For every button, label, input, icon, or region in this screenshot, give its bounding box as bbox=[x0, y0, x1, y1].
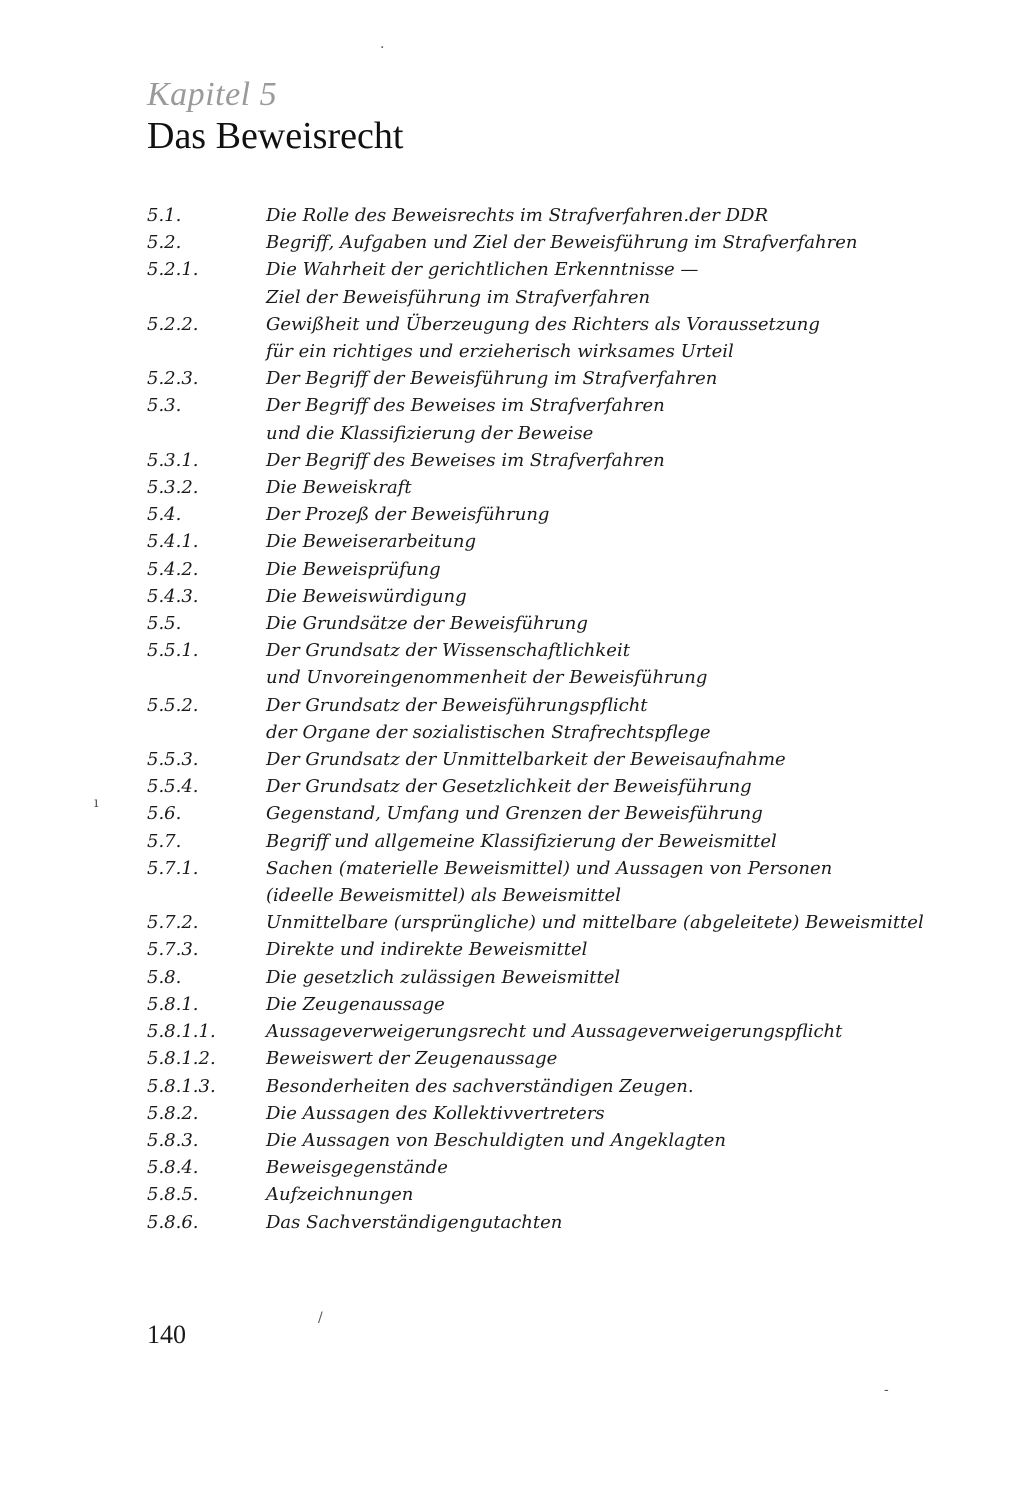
toc-entry-title-line: Der Grundsatz der Wissenschaftlichkeit bbox=[266, 640, 630, 662]
toc-entry-title bbox=[266, 474, 987, 501]
scan-speck: - bbox=[884, 1382, 889, 1398]
toc-entry-title bbox=[266, 311, 987, 365]
toc-entry-title-line: Beweisgegenstände bbox=[266, 1157, 448, 1179]
toc-entry-number: 5.3.1. bbox=[147, 449, 199, 471]
toc-entry-title-line: Die Aussagen des Kollektivvertreters bbox=[266, 1102, 605, 1124]
toc-entry-title-line: Der Begriff der Beweisführung im Strafverfahren bbox=[266, 368, 718, 390]
toc-entry-title bbox=[266, 202, 987, 229]
toc-entry-title-line: Die Wahrheit der gerichtlichen Erkenntnisse — bbox=[266, 259, 699, 281]
toc-entry-title-line: Die gesetzlich zulässigen Beweismittel bbox=[266, 966, 621, 988]
toc-entry bbox=[147, 474, 987, 501]
toc-entry-title-line: Das Sachverständigengutachten bbox=[266, 1211, 563, 1233]
toc-entry-title bbox=[266, 746, 987, 773]
toc-entry bbox=[147, 256, 987, 310]
toc-entry-title bbox=[266, 1018, 987, 1045]
toc-entry-title bbox=[266, 936, 987, 963]
toc-entry bbox=[147, 583, 987, 610]
scan-speck: · bbox=[380, 40, 385, 56]
toc-entry-number: 5.3.2. bbox=[147, 477, 199, 499]
chapter-label: Kapitel 5 bbox=[147, 76, 278, 113]
toc-entry bbox=[147, 556, 987, 583]
toc-entry bbox=[147, 936, 987, 963]
toc-entry-number: 5.4. bbox=[147, 504, 182, 526]
toc-entry-title-line: Unmittelbare (ursprüngliche) und mittelbare (abgeleitete) Beweismittel bbox=[266, 912, 924, 934]
toc-entry-number: 5.8. bbox=[147, 966, 182, 988]
toc-entry-title bbox=[266, 964, 987, 991]
toc-entry bbox=[147, 447, 987, 474]
toc-entry-number: 5.2.1. bbox=[147, 259, 199, 281]
toc-entry-number: 5.4.1. bbox=[147, 531, 199, 553]
toc-entry-title bbox=[266, 365, 987, 392]
toc-entry-title-line: Direkte und indirekte Beweismittel bbox=[266, 939, 588, 961]
toc-entry-title-line: (ideelle Beweismittel) als Beweismittel bbox=[266, 885, 621, 907]
toc-entry-title-line: Die Aussagen von Beschuldigten und Angeklagten bbox=[266, 1129, 726, 1151]
toc-entry-title bbox=[266, 1209, 987, 1236]
toc-entry-number: 5.8.1.2. bbox=[147, 1048, 216, 1070]
toc-entry-title-line: Die Beweiserarbeitung bbox=[266, 531, 476, 553]
toc-entry-number: 5.8.5. bbox=[147, 1184, 199, 1206]
toc-entry-number: 5.8.2. bbox=[147, 1102, 199, 1124]
toc-entry bbox=[147, 1073, 987, 1100]
toc-entry bbox=[147, 392, 987, 446]
toc-entry-number: 5.5.1. bbox=[147, 640, 199, 662]
toc-entry-title bbox=[266, 637, 987, 691]
toc-entry-number: 5.1. bbox=[147, 205, 182, 226]
chapter-title: Das Beweisrecht bbox=[147, 115, 404, 157]
toc-entry bbox=[147, 311, 987, 365]
toc-entry-title bbox=[266, 800, 987, 827]
toc-entry-title bbox=[266, 1073, 987, 1100]
toc-entry bbox=[147, 501, 987, 528]
toc-entry-number: 5.5.4. bbox=[147, 776, 199, 798]
toc-entry-number: 5.2.2. bbox=[147, 313, 199, 335]
toc-entry-title bbox=[266, 556, 987, 583]
toc-entry-title bbox=[266, 447, 987, 474]
toc-entry-title bbox=[266, 773, 987, 800]
toc-entry-number: 5.6. bbox=[147, 803, 182, 825]
toc-entry bbox=[147, 528, 987, 555]
toc-entry bbox=[147, 1100, 987, 1127]
toc-entry-title-line: Begriff, Aufgaben und Ziel der Beweisführung im Strafverfahren bbox=[266, 232, 858, 254]
scan-speck: / bbox=[318, 1310, 323, 1326]
toc-entry bbox=[147, 964, 987, 991]
toc-entry-title bbox=[266, 991, 987, 1018]
toc-entry-number: 5.8.6. bbox=[147, 1211, 199, 1233]
toc-entry bbox=[147, 1045, 987, 1072]
toc-entry bbox=[147, 800, 987, 827]
toc-entry-number: 5.7.2. bbox=[147, 912, 199, 934]
toc-entry-title bbox=[266, 1045, 987, 1072]
toc-entry bbox=[147, 828, 987, 855]
toc-entry-number: 5.7.3. bbox=[147, 939, 199, 961]
scan-speck: ı bbox=[94, 795, 99, 811]
toc-entry-title bbox=[266, 583, 987, 610]
toc-entry-title bbox=[266, 909, 987, 936]
toc-entry bbox=[147, 1209, 987, 1236]
toc-entry-title bbox=[266, 392, 987, 446]
toc-entry-title bbox=[266, 1127, 987, 1154]
toc-entry-title-line: Gegenstand, Umfang und Grenzen der Beweisführung bbox=[266, 803, 763, 825]
toc-entry-title bbox=[266, 1100, 987, 1127]
toc-entry bbox=[147, 773, 987, 800]
toc-entry-title-line: Die Rolle des Beweisrechts im Strafverfahren.der DDR bbox=[266, 205, 769, 226]
toc-entry-number: 5.8.1.3. bbox=[147, 1075, 216, 1097]
toc-entry-title-line: Der Grundsatz der Beweisführungspflicht bbox=[266, 694, 648, 716]
toc-entry-title-line: der Organe der sozialistischen Strafrechtspflege bbox=[266, 721, 711, 743]
toc-entry-number: 5.5.2. bbox=[147, 694, 199, 716]
toc-entry bbox=[147, 610, 987, 637]
toc-entry-title-line: Begriff und allgemeine Klassifizierung der Beweismittel bbox=[266, 830, 777, 852]
toc-entry-title bbox=[266, 610, 987, 637]
toc-entry-title bbox=[266, 256, 987, 310]
toc-entry-number: 5.8.3. bbox=[147, 1129, 199, 1151]
toc-entry-title bbox=[266, 692, 987, 746]
toc-entry-number: 5.8.1.1. bbox=[147, 1021, 216, 1043]
toc-entry-title-line: Besonderheiten des sachverständigen Zeugen. bbox=[266, 1075, 694, 1097]
toc-entry-number: 5.4.2. bbox=[147, 558, 199, 580]
toc-entry-title-line: für ein richtiges und erzieherisch wirksames Urteil bbox=[266, 341, 734, 363]
toc-entry-number: 5.7. bbox=[147, 830, 182, 852]
toc-entry-title bbox=[266, 501, 987, 528]
toc-entry bbox=[147, 1181, 987, 1208]
toc-entry-title-line: Der Prozeß der Beweisführung bbox=[266, 504, 550, 526]
toc-entry-number: 5.5.3. bbox=[147, 749, 199, 771]
toc-entry-title bbox=[266, 229, 987, 256]
toc-entry-title-line: Der Begriff des Beweises im Strafverfahren bbox=[266, 449, 665, 471]
toc-entry bbox=[147, 1018, 987, 1045]
toc-entry-title-line: und Unvoreingenommenheit der Beweisführung bbox=[266, 667, 708, 689]
toc-entry-title bbox=[266, 528, 987, 555]
toc-entry-number: 5.2.3. bbox=[147, 368, 199, 390]
toc-entry-title-line: Sachen (materielle Beweismittel) und Aussagen von Personen bbox=[266, 857, 833, 879]
toc-entry-title-line: Aussageverweigerungsrecht und Aussageverweigerungspflicht bbox=[266, 1021, 843, 1043]
toc-entry-title bbox=[266, 1154, 987, 1181]
toc-entry bbox=[147, 202, 987, 229]
toc-entry-number: 5.2. bbox=[147, 232, 182, 254]
toc-entry-number: 5.8.1. bbox=[147, 993, 199, 1015]
toc-entry-number: 5.7.1. bbox=[147, 857, 199, 879]
toc-entry bbox=[147, 229, 987, 256]
toc-entry-title bbox=[266, 1181, 987, 1208]
toc-entry-title-line: Der Grundsatz der Gesetzlichkeit der Beweisführung bbox=[266, 776, 752, 798]
toc-entry-title-line: Der Begriff des Beweises im Strafverfahren bbox=[266, 395, 665, 417]
toc-entry bbox=[147, 692, 987, 746]
toc-entry bbox=[147, 746, 987, 773]
toc-entry-title-line: Der Grundsatz der Unmittelbarkeit der Beweisaufnahme bbox=[266, 749, 786, 771]
toc-entry bbox=[147, 1154, 987, 1181]
table-of-contents bbox=[147, 202, 987, 1236]
toc-entry-title-line: Gewißheit und Überzeugung des Richters als Voraussetzung bbox=[266, 313, 820, 335]
toc-entry-title-line: Die Beweiskraft bbox=[266, 477, 412, 499]
toc-entry-title-line: und die Klassifizierung der Beweise bbox=[266, 422, 594, 444]
toc-entry-title-line: Die Beweiswürdigung bbox=[266, 585, 467, 607]
toc-entry-title-line: Die Beweisprüfung bbox=[266, 558, 441, 580]
toc-entry-number: 5.8.4. bbox=[147, 1157, 199, 1179]
toc-entry-title-line: Beweiswert der Zeugenaussage bbox=[266, 1048, 558, 1070]
toc-entry-number: 5.3. bbox=[147, 395, 182, 417]
toc-entry-title-line: Ziel der Beweisführung im Strafverfahren bbox=[266, 286, 651, 308]
toc-entry-title bbox=[266, 828, 987, 855]
toc-entry-number: 5.5. bbox=[147, 613, 182, 635]
toc-entry bbox=[147, 909, 987, 936]
toc-entry-title-line: Die Zeugenaussage bbox=[266, 993, 445, 1015]
toc-entry bbox=[147, 365, 987, 392]
toc-entry bbox=[147, 1127, 987, 1154]
toc-entry-title bbox=[266, 855, 987, 909]
page-number: 140 bbox=[147, 1320, 186, 1349]
toc-entry-number: 5.4.3. bbox=[147, 585, 199, 607]
toc-entry-title-line: Aufzeichnungen bbox=[266, 1184, 414, 1206]
toc-entry bbox=[147, 855, 987, 909]
toc-entry bbox=[147, 637, 987, 691]
toc-entry bbox=[147, 991, 987, 1018]
toc-entry-title-line: Die Grundsätze der Beweisführung bbox=[266, 613, 588, 635]
